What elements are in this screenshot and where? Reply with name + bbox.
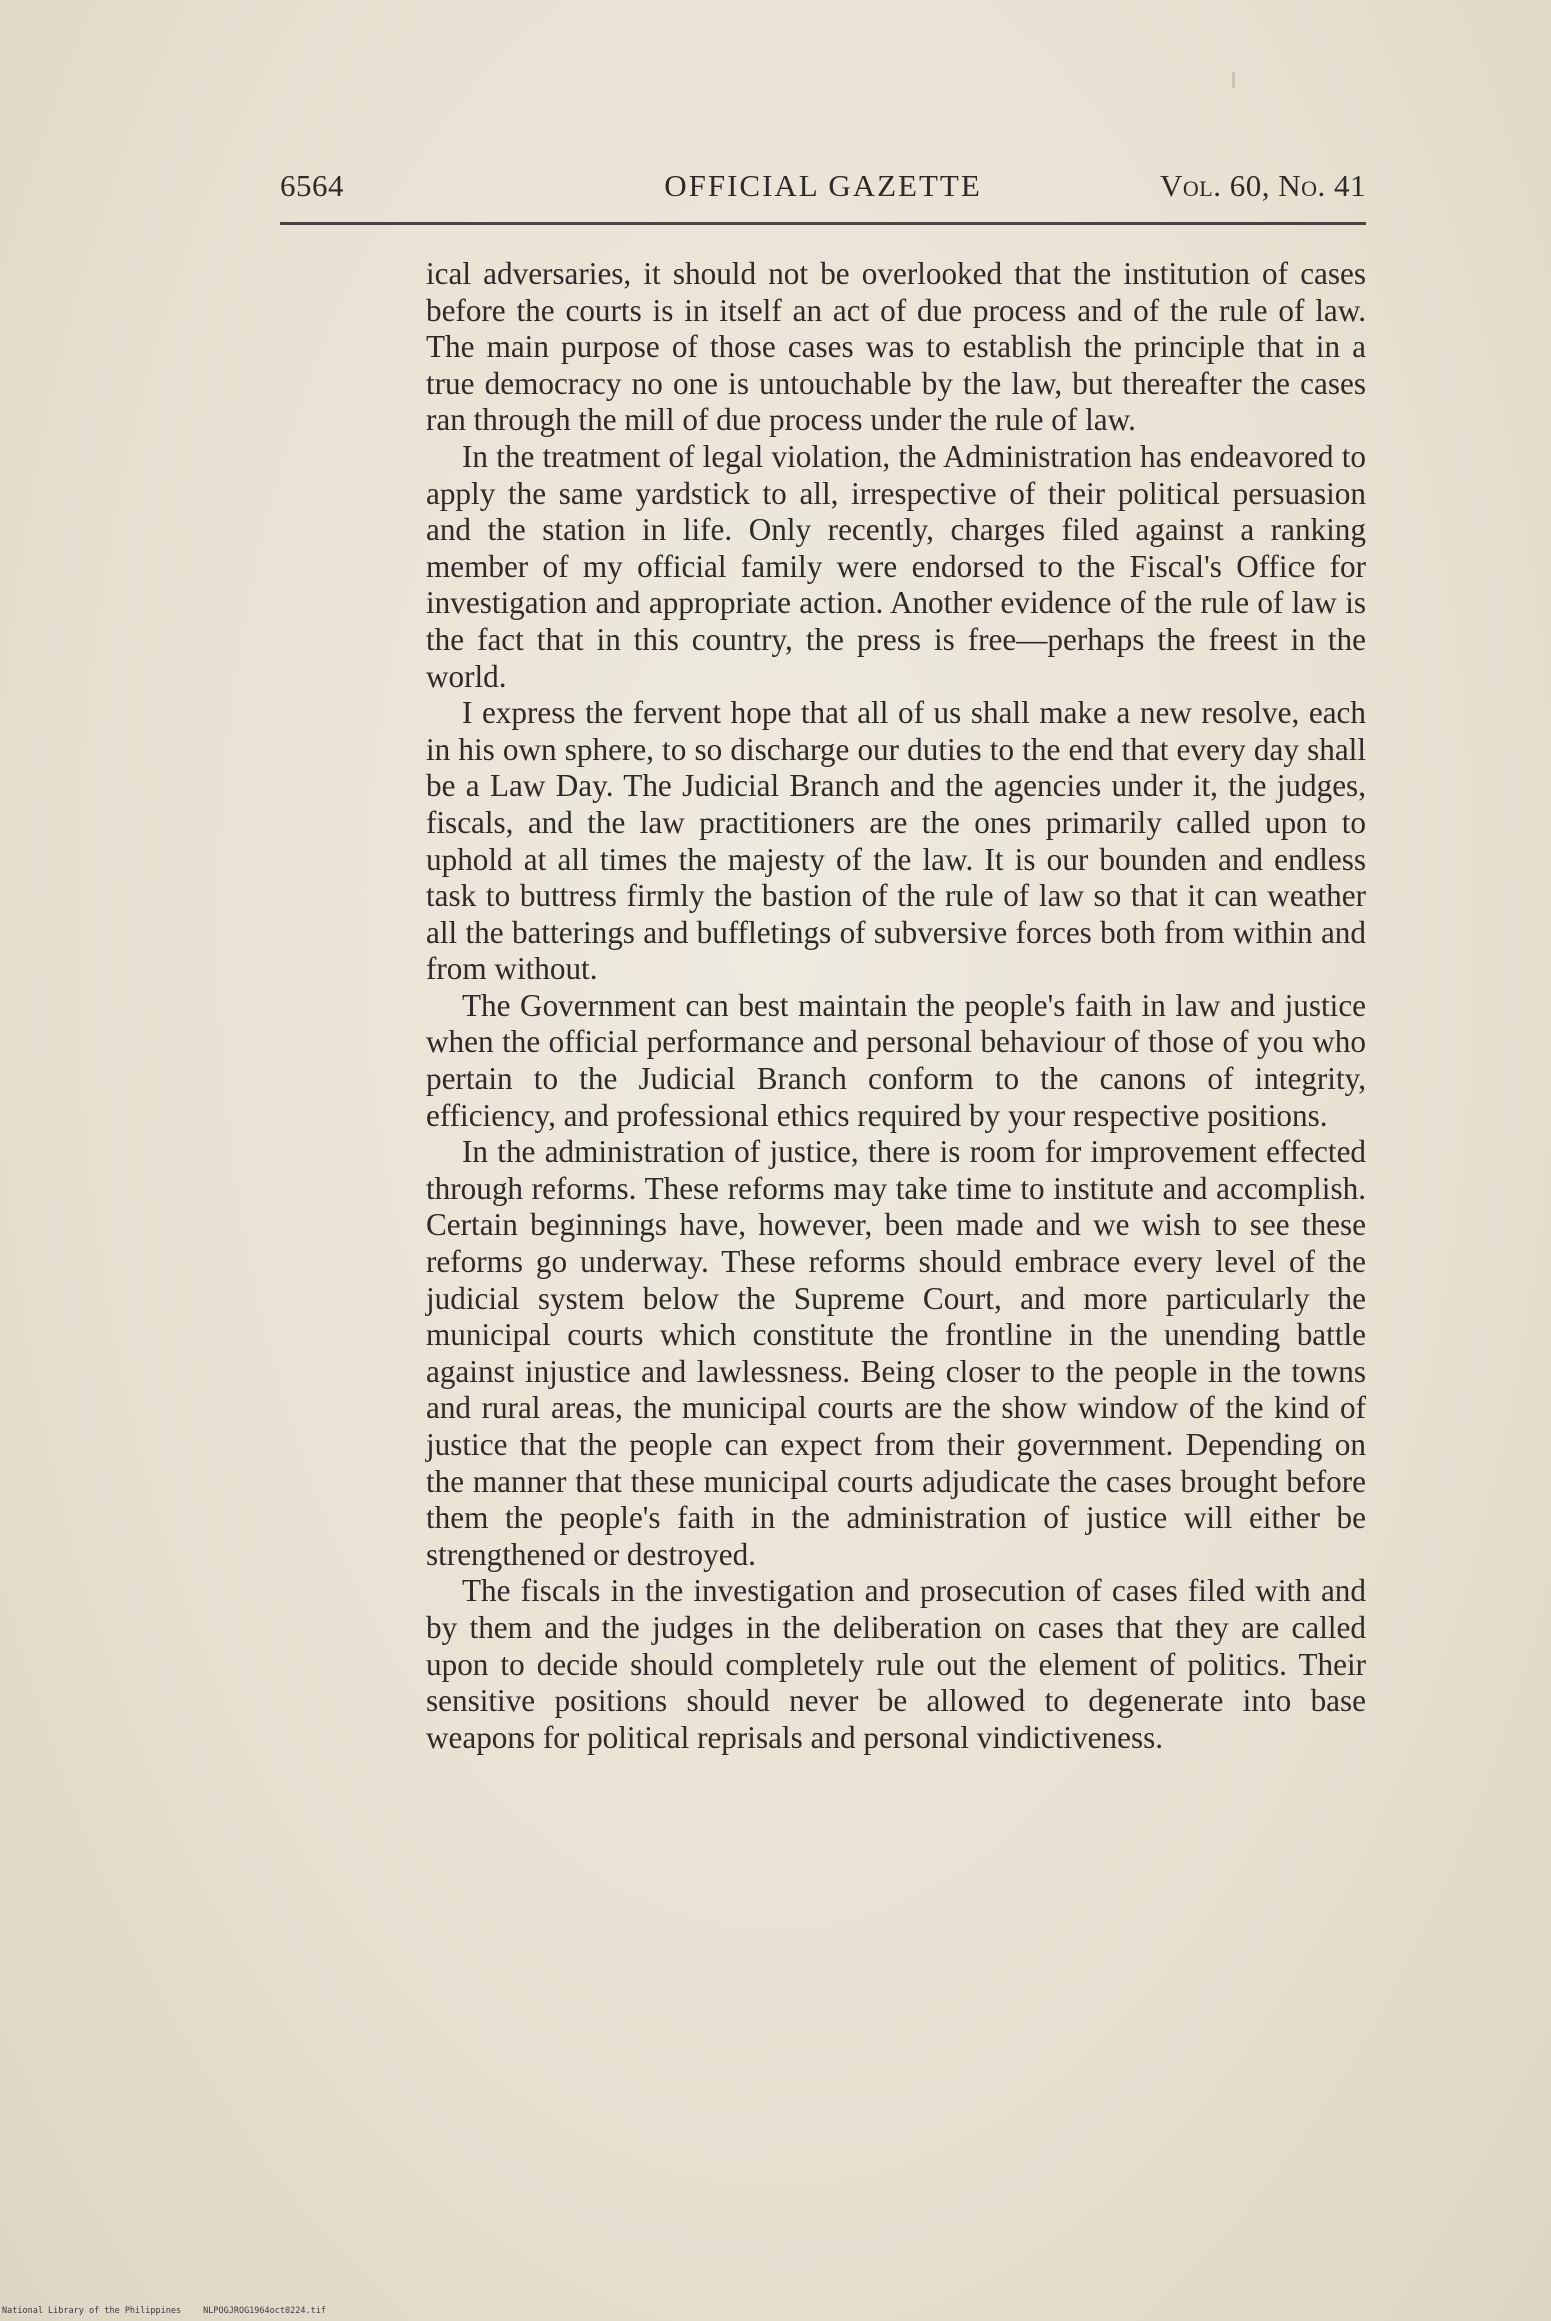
header-rule xyxy=(280,222,1366,225)
paragraph-6: The fiscals in the investigation and prosecution of cases filed with and by them and the judges in the deliberation on cases that they are called upon to decide should completely rule out the element of politics. Their sensitive positions should never be allowed to degenerate into base weapons for political reprisals and personal vindictiveness. xyxy=(426,1573,1366,1755)
scan-footer xyxy=(2,2306,326,2316)
paragraph-1: ical adversaries, it should not be overlooked that the institution of cases before the courts is in itself an act of due process and of the rule of law. The main purpose of those cases was to establish the principle that in a true democracy no one is untouchable by the law, but thereafter the cases ran through the mill of due process under the rule of law. xyxy=(426,256,1366,438)
paragraph-5: In the administration of justice, there is room for improvement effected through reforms. These reforms may take time to institute and accomplish. Certain beginnings have, however, been made and we wish to see these reforms go underway. These reforms should embrace every level of the judicial system below the Supreme Court, and more particularly the municipal courts which constitute the frontline in the unending battle against injustice and lawlessness. Being closer to the people in the towns and rural areas, the municipal courts are the show window of the kind of justice that the people can expect from their government. Depending on the manner that these municipal courts adjudicate the cases brought before them the people's faith in the administration of justice will either be strengthened or destroyed. xyxy=(426,1134,1366,1572)
file-name: NLPOGJROG1964oct0224.tif xyxy=(203,2306,326,2316)
paragraph-4: The Government can best maintain the people's faith in law and justice when the official performance and personal behaviour of those of you who pertain to the Judicial Branch conform to the canons of integrity, efficiency, and professional ethics required by your respective positions. xyxy=(426,987,1366,1133)
scan-mark xyxy=(1232,72,1235,88)
paragraph-3: I express the fervent hope that all of us shall make a new resolve, each in his own sphere, to so discharge our duties to the end that every day shall be a Law Day. The Judicial Branch and the agencies under it, the judges, fiscals, and the law practitioners are the ones primarily called upon to uphold at all times the majesty of the law. It is our bounden and endless task to buttress firmly the bastion of the rule of law so that it can weather all the batterings and buffletings of subversive forces both from within and from without. xyxy=(426,695,1366,987)
volume-number: Vol. 60, No. 41 xyxy=(1160,168,1366,203)
paragraph-2: In the treatment of legal violation, the Administration has endeavored to apply the same yardstick to all, irrespective of their political persuasion and the station in life. Only recently, charges filed against a ranking member of my official family were endorsed to the Fiscal's Office for investigation and appropriate action. Another evidence of the rule of law is the fact that in this country, the press is free—perhaps the freest in the world. xyxy=(426,438,1366,694)
article-body xyxy=(426,256,1366,1756)
library-credit: National Library of the Philippines xyxy=(2,2306,182,2316)
page-header xyxy=(280,168,1366,208)
page-number: 6564 xyxy=(280,168,344,203)
publication-title: OFFICIAL GAZETTE xyxy=(664,168,982,203)
